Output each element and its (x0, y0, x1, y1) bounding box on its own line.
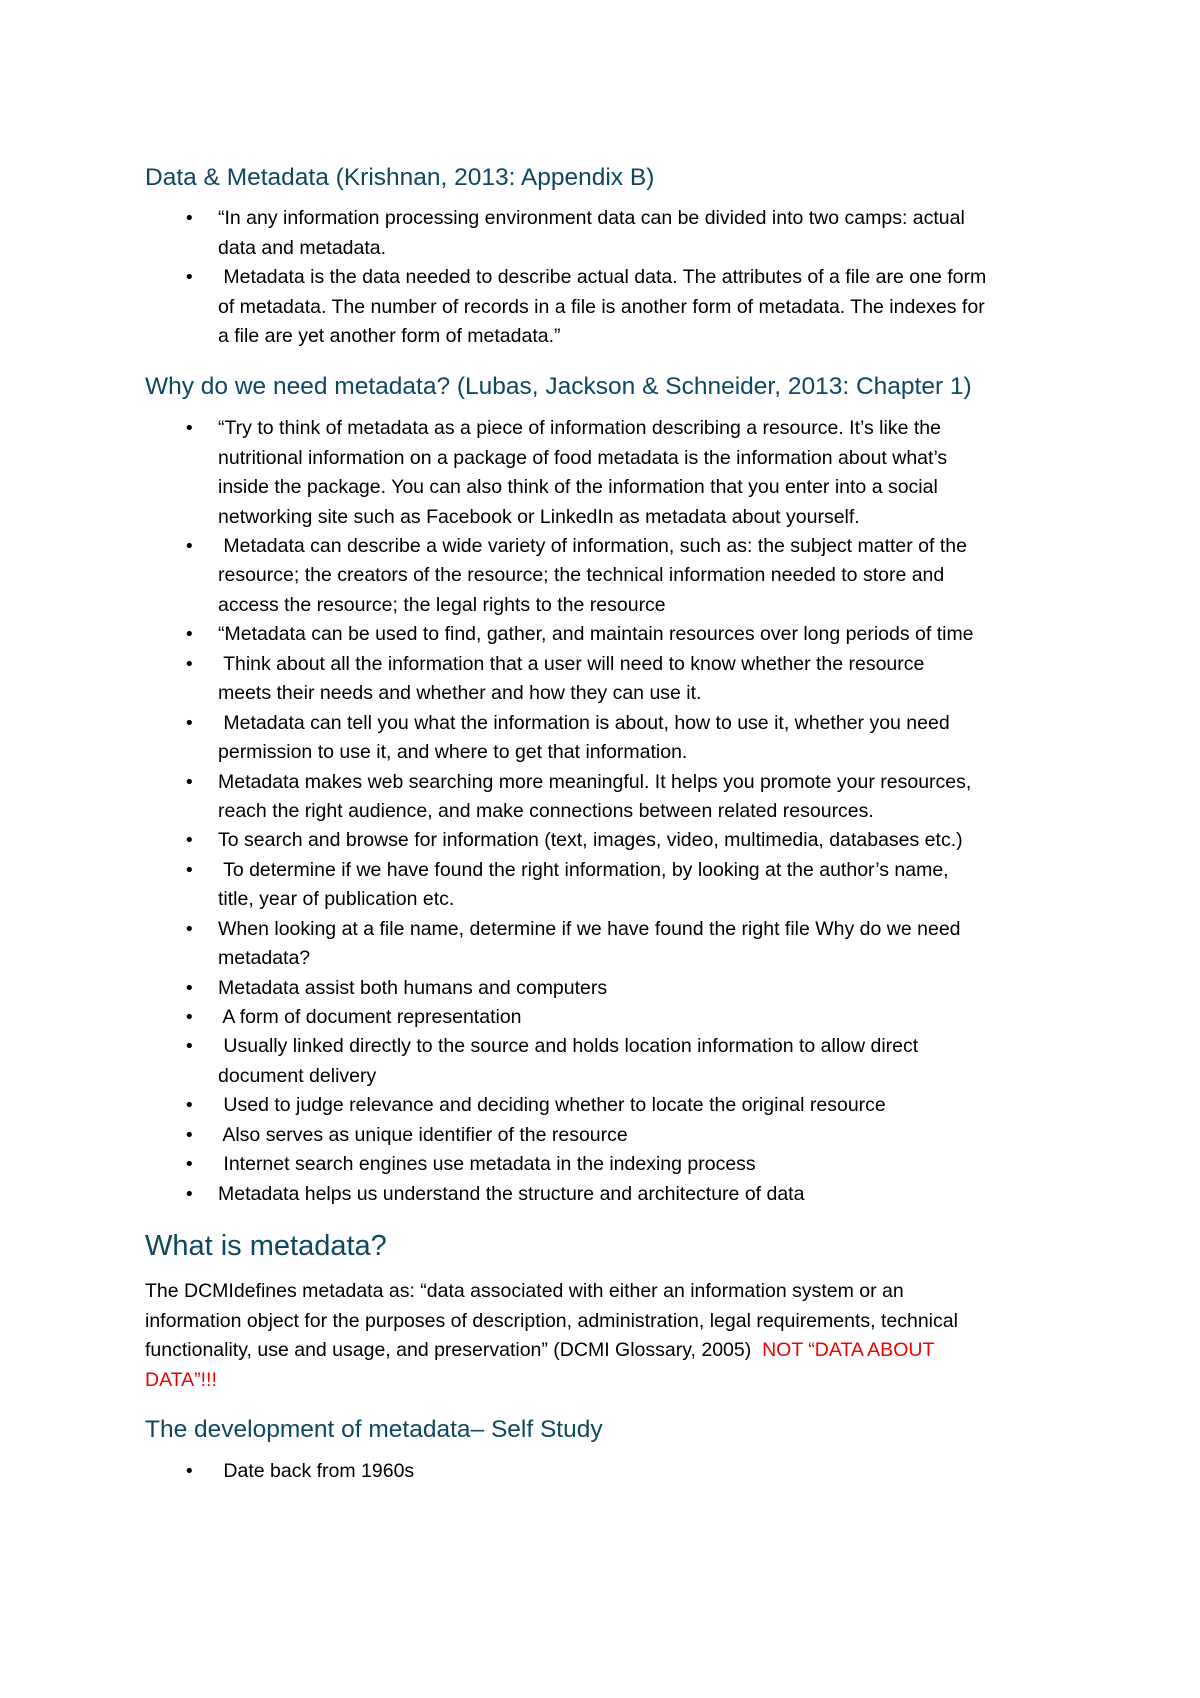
list-item-line: Used to judge relevance and deciding whether to locate the original resource (218, 1094, 886, 1117)
section-heading-why-metadata: Why do we need metadata? (Lubas, Jackson & Schneider, 2013: Chapter 1) (145, 373, 972, 400)
paragraph-line: The DCMIdefines metadata as: “data associated with either an information system or an (145, 1280, 904, 1303)
list-item (0, 414, 1200, 532)
paragraph-line: information object for the purposes of description, administration, legal requirements, technical (145, 1309, 958, 1332)
bullet-icon: • (184, 859, 195, 881)
list-item-line: permission to use it, and where to get that information. (218, 741, 688, 764)
list-item-line: Also serves as unique identifier of the resource (218, 1123, 628, 1146)
bullet-icon: • (184, 1154, 195, 1176)
bullet-icon: • (184, 771, 195, 793)
bullet-icon: • (184, 1036, 195, 1058)
list-item-line: document delivery (218, 1064, 377, 1087)
list-item-line: nutritional information on a package of food metadata is the information about what’s (218, 446, 948, 469)
emphasis-text: NOT “DATA ABOUT (762, 1339, 935, 1362)
list-item-line: Usually linked directly to the source and holds location information to allow direct (218, 1035, 919, 1058)
paragraph-line (145, 1336, 958, 1365)
list-item-line: Think about all the information that a user will need to know whether the resource (218, 652, 925, 675)
list-item-line: a file are yet another form of metadata.” (218, 325, 561, 348)
list-item (0, 1457, 1200, 1486)
list-item-line: title, year of publication etc. (218, 888, 455, 911)
list-item-line: of metadata. The number of records in a file is another form of metadata. The indexes for (218, 295, 985, 318)
bullet-icon: • (184, 624, 195, 646)
list-item-line: inside the package. You can also think of the information that you enter into a social (218, 476, 938, 499)
list-item (0, 915, 1200, 974)
bullet-icon: • (184, 653, 195, 675)
emphasis-text: DATA”!!! (145, 1368, 217, 1391)
list-item-line: Metadata makes web searching more meaningful. It helps you promote your resources, (218, 770, 972, 793)
bullet-icon: • (184, 977, 195, 999)
bullet-icon: • (184, 1183, 195, 1205)
bullet-icon: • (184, 712, 195, 734)
bullet-icon: • (184, 830, 195, 852)
bullet-icon: • (184, 1095, 195, 1117)
list-item (0, 974, 1200, 1003)
list-item (0, 1032, 1200, 1091)
list-item (0, 204, 1200, 263)
bullet-icon: • (184, 418, 195, 440)
list-item-line: Internet search engines use metadata in the indexing process (218, 1153, 756, 1176)
list-item-line: “Metadata can be used to find, gather, and maintain resources over long periods of time (218, 623, 974, 646)
list-item (0, 1091, 1200, 1120)
list-item-line: Date back from 1960s (218, 1460, 415, 1483)
definition-paragraph (145, 1277, 958, 1395)
bullet-icon: • (184, 1007, 195, 1029)
list-item (0, 1180, 1200, 1209)
list-item-line: reach the right audience, and make connections between related resources. (218, 799, 874, 822)
list-item (0, 1121, 1200, 1150)
list-item-line: metadata? (218, 947, 311, 970)
section-heading-development: The development of metadata– Self Study (145, 1416, 603, 1443)
list-item-line: Metadata assist both humans and computers (218, 976, 608, 999)
list-item (0, 263, 1200, 351)
list-item (0, 620, 1200, 649)
list-item-line: resource; the creators of the resource; the technical information needed to store and (218, 564, 945, 587)
list-item-line: Metadata is the data needed to describe actual data. The attributes of a file are one form (218, 266, 987, 289)
list-item (0, 650, 1200, 709)
list-item (0, 768, 1200, 827)
section-heading-data-metadata: Data & Metadata (Krishnan, 2013: Appendix B) (145, 164, 655, 191)
bullet-icon: • (184, 1461, 195, 1483)
list-item-line: Metadata helps us understand the structure and architecture of data (218, 1182, 805, 1205)
paragraph-line (145, 1366, 958, 1395)
list-item (0, 856, 1200, 915)
why-metadata-list (0, 414, 1200, 1209)
list-item (0, 709, 1200, 768)
list-item-line: A form of document representation (218, 1006, 522, 1029)
list-item-line: meets their needs and whether and how they can use it. (218, 682, 702, 705)
section-heading-what-is-metadata: What is metadata? (145, 1230, 387, 1262)
list-item-line: To search and browse for information (text, images, video, multimedia, databases etc.) (218, 829, 963, 852)
list-item-line: Metadata can describe a wide variety of information, such as: the subject matter of the (218, 535, 967, 558)
bullet-icon: • (184, 536, 195, 558)
list-item (0, 826, 1200, 855)
list-item-line: networking site such as Facebook or LinkedIn as metadata about yourself. (218, 505, 860, 528)
list-item-line: Metadata can tell you what the information is about, how to use it, whether you need (218, 711, 950, 734)
bullet-icon: • (184, 918, 195, 940)
data-metadata-list (0, 204, 1200, 351)
list-item-line: “In any information processing environment data can be divided into two camps: actual (218, 207, 965, 230)
list-item-line: data and metadata. (218, 236, 387, 259)
list-item-line: To determine if we have found the right information, by looking at the author’s name, (218, 858, 949, 881)
list-item-line: “Try to think of metadata as a piece of information describing a resource. It’s like the (218, 417, 941, 440)
list-item (0, 1003, 1200, 1032)
list-item-line: access the resource; the legal rights to the resource (218, 593, 666, 616)
list-item (0, 532, 1200, 620)
bullet-icon: • (184, 267, 195, 289)
bullet-icon: • (184, 1124, 195, 1146)
paragraph-text: functionality, use and usage, and preservation” (DCMI Glossary, 2005) (145, 1339, 763, 1362)
development-list (0, 1457, 1200, 1486)
list-item-line: When looking at a file name, determine if we have found the right file Why do we need (218, 917, 961, 940)
bullet-icon: • (184, 208, 195, 230)
list-item (0, 1150, 1200, 1179)
